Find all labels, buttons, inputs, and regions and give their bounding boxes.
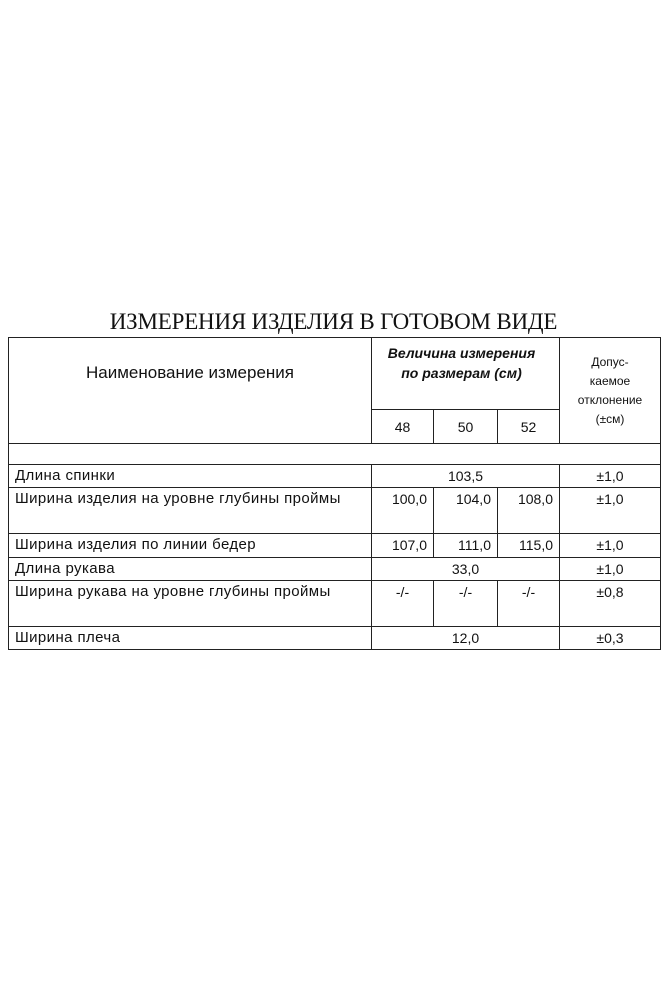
row-value-48: 100,0 bbox=[372, 488, 434, 534]
row-name: Ширина рукава на уровне глубины проймы bbox=[9, 581, 372, 627]
size-48: 48 bbox=[372, 410, 434, 444]
header-tol-line3: отклонение bbox=[577, 392, 643, 407]
row-value-50: 111,0 bbox=[434, 534, 498, 558]
header-measurement-name: Наименование измерения bbox=[9, 338, 372, 444]
row-name: Ширина изделия на уровне глубины проймы bbox=[9, 488, 372, 534]
row-value-52: 115,0 bbox=[498, 534, 560, 558]
row-name: Ширина плеча bbox=[9, 627, 372, 650]
row-tolerance: ±0,3 bbox=[560, 627, 661, 650]
table-row bbox=[9, 534, 661, 558]
header-tol-line1: Допус- bbox=[591, 354, 629, 369]
table-row bbox=[9, 465, 661, 488]
row-value-48: -/- bbox=[372, 581, 434, 627]
row-name: Ширина изделия по линии бедер bbox=[9, 534, 372, 558]
row-tolerance: ±0,8 bbox=[560, 581, 661, 627]
header-tolerance bbox=[560, 338, 661, 444]
table-row bbox=[9, 558, 661, 581]
row-value: 103,5 bbox=[372, 465, 560, 488]
row-value: 33,0 bbox=[372, 558, 560, 581]
row-tolerance: ±1,0 bbox=[560, 558, 661, 581]
spacer-cell bbox=[9, 444, 661, 465]
measurements-table bbox=[8, 337, 661, 650]
size-50: 50 bbox=[434, 410, 498, 444]
row-value-52: -/- bbox=[498, 581, 560, 627]
header-row bbox=[9, 338, 661, 410]
header-measurement-value bbox=[372, 338, 560, 410]
row-value-50: 104,0 bbox=[434, 488, 498, 534]
row-name: Длина спинки bbox=[9, 465, 372, 488]
header-value-line1: Величина измерения bbox=[387, 345, 536, 361]
row-value-50: -/- bbox=[434, 581, 498, 627]
spacer-row bbox=[9, 444, 661, 465]
header-tol-line2: каемое bbox=[589, 373, 631, 388]
row-value-52: 108,0 bbox=[498, 488, 560, 534]
row-value: 12,0 bbox=[372, 627, 560, 650]
row-tolerance: ±1,0 bbox=[560, 534, 661, 558]
row-name: Длина рукава bbox=[9, 558, 372, 581]
table-row bbox=[9, 627, 661, 650]
header-value-line2: по размерам (см) bbox=[401, 365, 522, 381]
document-title: ИЗМЕРЕНИЯ ИЗДЕЛИЯ В ГОТОВОМ ВИДЕ bbox=[109, 309, 558, 334]
header-tol-line4: (±см) bbox=[595, 411, 625, 426]
table-row bbox=[9, 488, 661, 534]
row-value-48: 107,0 bbox=[372, 534, 434, 558]
row-tolerance: ±1,0 bbox=[560, 465, 661, 488]
table-row bbox=[9, 581, 661, 627]
row-tolerance: ±1,0 bbox=[560, 488, 661, 534]
size-52: 52 bbox=[498, 410, 560, 444]
